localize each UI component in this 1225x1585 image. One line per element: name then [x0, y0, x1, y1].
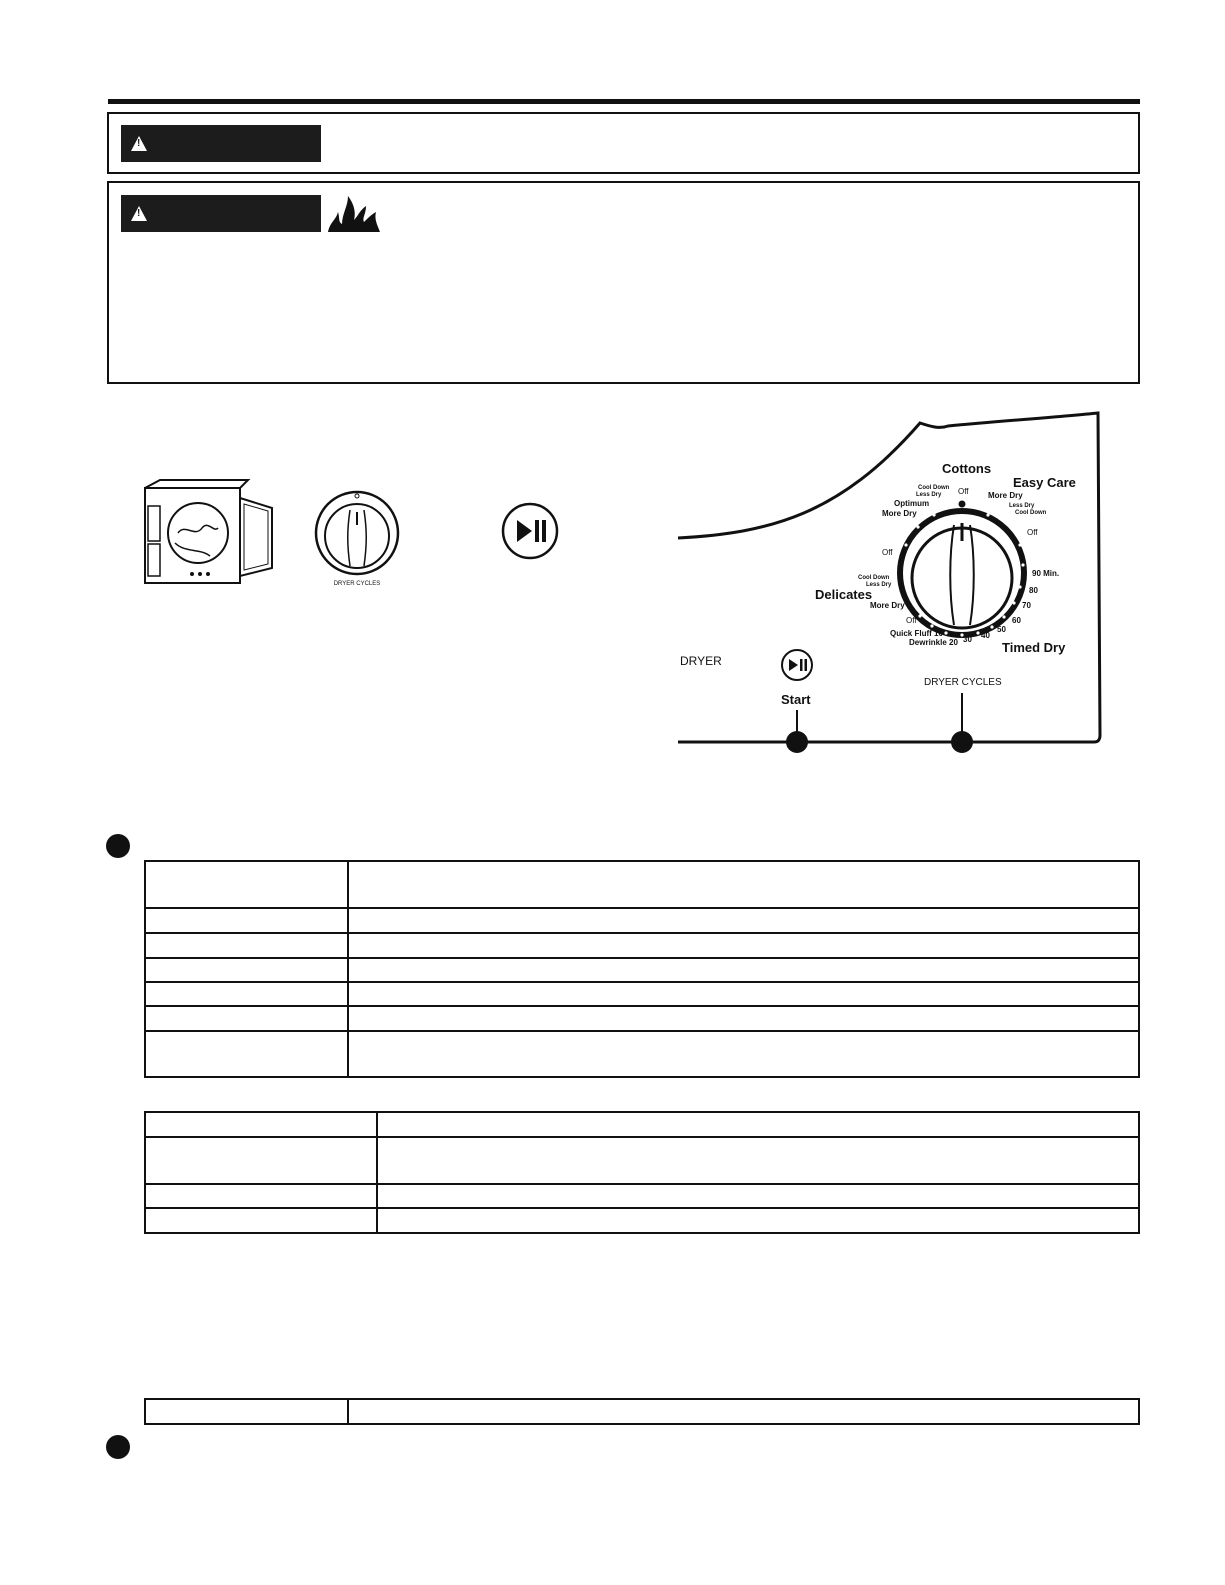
mark-delicates-cool-down: Cool Down — [858, 575, 890, 581]
section-bullet-2 — [106, 1435, 130, 1459]
mark-70: 70 — [1022, 601, 1031, 610]
mark-50: 50 — [997, 625, 1006, 634]
mark-cottons-cool-down: Cool Down — [918, 485, 950, 491]
warning-label-1 — [121, 125, 321, 162]
section-bullet-1 — [106, 834, 130, 858]
mark-80: 80 — [1029, 586, 1038, 595]
mark-90-min: 90 Min. — [1032, 569, 1060, 578]
mark-easy-less-dry: Less Dry — [1009, 503, 1035, 509]
group-label-delicates: Delicates — [815, 587, 873, 602]
mark-delicates-more-dry: More Dry — [870, 601, 905, 610]
table-row — [145, 933, 1139, 958]
mark-dewrinkle: Dewrinkle 20 — [909, 638, 958, 647]
header-rule — [108, 99, 1140, 104]
mark-30: 30 — [963, 635, 972, 644]
table-row — [145, 982, 1139, 1006]
group-label-timed-dry: Timed Dry — [1002, 640, 1066, 655]
warning-triangle-icon — [131, 136, 147, 151]
control-panel-diagram — [670, 405, 1110, 765]
mark-delicates-off-top: Off — [882, 548, 893, 557]
cycle-table-2 — [144, 1111, 1140, 1234]
table-row — [145, 1208, 1139, 1233]
dryer-cycles-dial-icon — [314, 490, 400, 576]
mark-delicates-less-dry: Less Dry — [866, 582, 892, 588]
panel-start-button[interactable] — [782, 650, 812, 680]
table-row — [145, 1006, 1139, 1031]
table-row — [145, 1112, 1139, 1137]
dryer-illustration-icon — [140, 478, 275, 586]
warning-triangle-icon — [131, 206, 147, 221]
table-row — [145, 1399, 1139, 1424]
table-row — [145, 908, 1139, 933]
panel-dryer-label: DRYER — [680, 654, 722, 668]
group-label-cottons: Cottons — [942, 461, 992, 476]
dryer-cycles-caption: DRYER CYCLES — [333, 581, 381, 587]
mark-cottons-off: Off — [958, 487, 969, 496]
mark-easy-cool-down: Cool Down — [1015, 510, 1047, 516]
table-row — [145, 1031, 1139, 1077]
fire-hazard-icon — [326, 192, 382, 234]
cycle-table-3 — [144, 1398, 1140, 1425]
panel-start-label: Start — [781, 692, 811, 707]
table-row — [145, 1137, 1139, 1184]
table-row — [145, 958, 1139, 982]
mark-60: 60 — [1012, 616, 1021, 625]
callout-bullet-cycles — [951, 731, 973, 753]
mark-easy-off: Off — [1027, 528, 1038, 537]
cycle-table-1 — [144, 860, 1140, 1078]
cycle-dial[interactable] — [900, 501, 1024, 636]
play-pause-icon — [501, 502, 559, 560]
mark-40: 40 — [981, 631, 990, 640]
group-label-easy-care: Easy Care — [1013, 475, 1076, 490]
mark-delicates-off-bottom: Off — [906, 616, 917, 625]
callout-bullet-start — [786, 731, 808, 753]
mark-cottons-more-dry: More Dry — [882, 509, 917, 518]
mark-cottons-optimum: Optimum — [894, 499, 930, 508]
mark-quick-fluff: Quick Fluff 10 — [890, 629, 943, 638]
panel-dryer-cycles-label: DRYER CYCLES — [924, 677, 1002, 688]
mark-easy-more-dry: More Dry — [988, 491, 1023, 500]
mark-cottons-less-dry: Less Dry — [916, 492, 942, 498]
warning-label-2 — [121, 195, 321, 232]
table-row — [145, 1184, 1139, 1208]
table-row — [145, 861, 1139, 908]
